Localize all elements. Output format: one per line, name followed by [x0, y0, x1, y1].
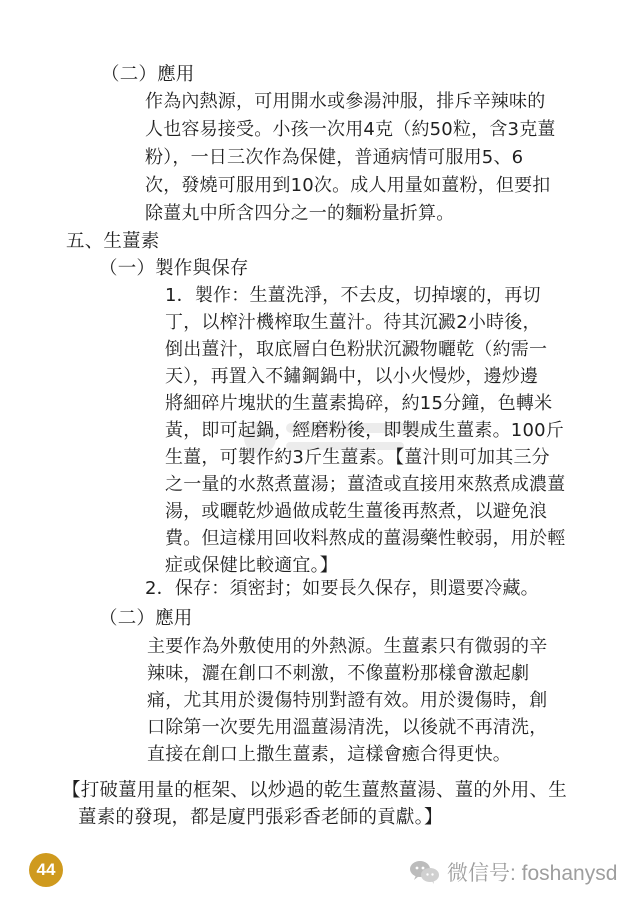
wechat-id: 微信号: foshanysd [447, 862, 618, 885]
making-line: 湯，或曬乾炒過做成乾生薑後再熬煮，以避免浪 [165, 501, 548, 522]
page-number-badge [29, 853, 63, 887]
making-line: 之一量的水熬煮薑湯；薑渣或直接用來熬煮成濃薑 [165, 474, 566, 495]
section-two-line: 粉），一日三次作為保健，普通病情可服用5、6 [145, 147, 524, 168]
application-line: 辣味，灑在創口不刺激，不像薑粉那樣會激起劇 [147, 663, 530, 684]
making-line: 丁，以榨汁機榨取生薑汁。待其沉澱2小時後， [165, 312, 541, 333]
application-line: 直接在創口上撒生薑素，這樣會癒合得更快。 [147, 744, 511, 765]
making-line: 1．製作：生薑洗淨，不去皮，切掉壞的，再切 [165, 285, 541, 306]
section-two-heading: （二）應用 [101, 64, 195, 85]
application-line: 痛，尤其用於燙傷特別對證有效。用於燙傷時，創 [147, 690, 548, 711]
wechat-icon [408, 858, 441, 886]
closing-note-line: 薑素的發現，都是廈門張彩香老師的貢獻。】 [78, 807, 443, 828]
making-line: 症或保健比較適宜。】 [165, 555, 338, 576]
section-five-heading: 五、生薑素 [66, 231, 160, 252]
section-two-line: 作為內熱源，可用開水或參湯沖服，排斥辛辣味的 [145, 91, 546, 112]
section-five-subsection-two-heading: （二）應用 [99, 608, 193, 629]
section-two-line: 人也容易接受。小孩一次用4克（約50粒，含3克薑 [145, 119, 556, 140]
section-two-line: 除薑丸中所含四分之一的麵粉量折算。 [145, 203, 455, 224]
making-line: 黃，即可起鍋，經磨粉後，即製成生薑素。100斤 [165, 420, 564, 441]
section-five-subsection-one-heading: （一）製作與保存 [99, 258, 249, 279]
application-line: 主要作為外敷使用的外熱源。生薑素只有微弱的辛 [147, 636, 548, 657]
making-line: 生薑，可製作約3斤生薑素。【薑汁則可加其三分 [165, 447, 550, 468]
making-line: 費。但這樣用回收料熬成的薑湯藥性較弱，用於輕 [165, 528, 566, 549]
section-two-line: 次，發燒可服用到10次。成人用量如薑粉，但要扣 [145, 175, 551, 196]
making-line: 倒出薑汁，取底層白色粉狀沉澱物曬乾（約需一 [165, 339, 548, 360]
application-line: 口除第一次要先用溫薑湯清洗，以後就不再清洗， [147, 717, 548, 738]
making-line: 將細碎片塊狀的生薑素搗碎，約15分鐘，色轉米 [165, 393, 553, 414]
page-number: 44 [36, 860, 56, 879]
storage-line: 2．保存：須密封；如要長久保存，則還要冷藏。 [145, 578, 539, 599]
closing-note-line: 【打破薑用量的框架、以炒過的乾生薑熬薑湯、薑的外用、生 [62, 780, 567, 801]
making-line: 天），再置入不鏽鋼鍋中，以小火慢炒，邊炒邊 [165, 366, 539, 387]
wechat-signature [408, 858, 617, 886]
